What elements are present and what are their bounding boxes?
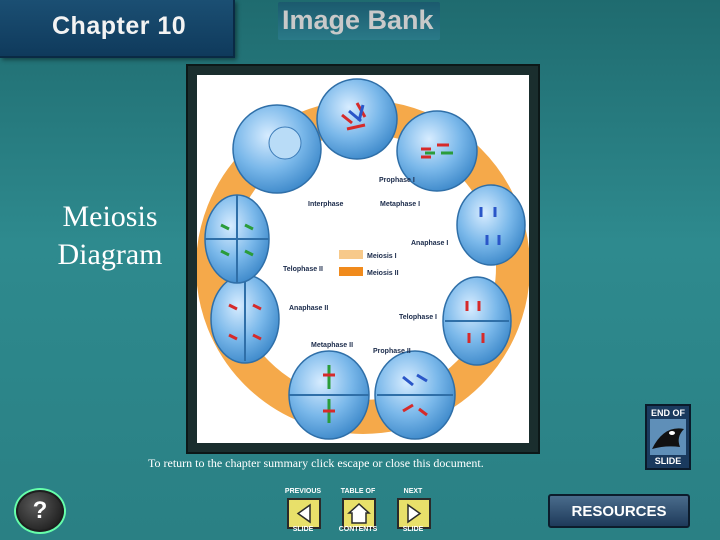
label-metaphase-1: Metaphase I bbox=[380, 201, 421, 208]
orca-icon bbox=[650, 419, 686, 455]
cell-anaphase-1 bbox=[457, 185, 525, 265]
label-prophase-2: Prophase II bbox=[373, 348, 411, 355]
label-anaphase-1: Anaphase I bbox=[411, 240, 449, 247]
arrow-left-icon bbox=[287, 498, 321, 529]
label-metaphase-2: Metaphase II bbox=[311, 342, 354, 349]
side-label-line2: Diagram bbox=[57, 238, 163, 271]
legend-label-meiosis-1: Meiosis I bbox=[367, 253, 397, 260]
cell-interphase bbox=[233, 105, 321, 193]
next-slide-button[interactable] bbox=[393, 488, 433, 534]
next-slide-top-label: NEXT bbox=[403, 488, 423, 495]
chapter-tab bbox=[0, 0, 235, 58]
label-telophase-2: Telophase II bbox=[283, 266, 323, 273]
legend-swatch-meiosis-1 bbox=[339, 250, 363, 259]
label-anaphase-2: Anaphase II bbox=[289, 305, 329, 312]
label-interphase: Interphase bbox=[308, 201, 344, 208]
end-of-slide-top-label: END OF bbox=[650, 408, 685, 418]
arrow-right-icon bbox=[397, 498, 431, 529]
cell-prophase-2 bbox=[375, 351, 455, 439]
cell-anaphase-2 bbox=[211, 275, 279, 363]
end-of-slide-button[interactable] bbox=[645, 404, 691, 470]
chapter-title: Chapter 10 bbox=[52, 12, 187, 40]
cell-metaphase-2 bbox=[289, 351, 369, 439]
diagram-frame bbox=[186, 64, 540, 454]
resources-button[interactable]: RESOURCES bbox=[548, 494, 690, 528]
label-telophase-1: Telophase I bbox=[399, 314, 437, 321]
next-slide-bottom-label: SLIDE bbox=[402, 526, 424, 533]
previous-slide-bottom-label: SLIDE bbox=[292, 526, 314, 533]
diagram-side-label bbox=[40, 198, 180, 274]
label-prophase-1: Prophase I bbox=[379, 177, 415, 184]
image-bank-title: Image Bank bbox=[278, 2, 440, 40]
meiosis-diagram bbox=[197, 75, 529, 443]
table-of-contents-button[interactable] bbox=[338, 488, 378, 534]
previous-slide-top-label: PREVIOUS bbox=[284, 488, 322, 495]
side-label-line1: Meiosis bbox=[62, 200, 158, 233]
previous-slide-button[interactable] bbox=[283, 488, 323, 534]
cell-telophase-2 bbox=[205, 195, 269, 283]
home-icon bbox=[342, 498, 376, 529]
cell-telophase-1 bbox=[443, 277, 511, 365]
toc-top-label: TABLE OF bbox=[340, 488, 376, 495]
help-icon: ? bbox=[32, 497, 48, 524]
legend-swatch-meiosis-2 bbox=[339, 267, 363, 276]
return-instructions: To return to the chapter summary click escape or close this document. bbox=[148, 456, 484, 470]
help-button[interactable] bbox=[16, 490, 64, 532]
end-of-slide-bottom-label: SLIDE bbox=[654, 456, 682, 466]
toc-bottom-label: CONTENTS bbox=[338, 526, 378, 533]
legend-label-meiosis-2: Meiosis II bbox=[367, 270, 399, 277]
cell-prophase-1 bbox=[317, 79, 397, 159]
diagram-canvas bbox=[197, 75, 529, 443]
